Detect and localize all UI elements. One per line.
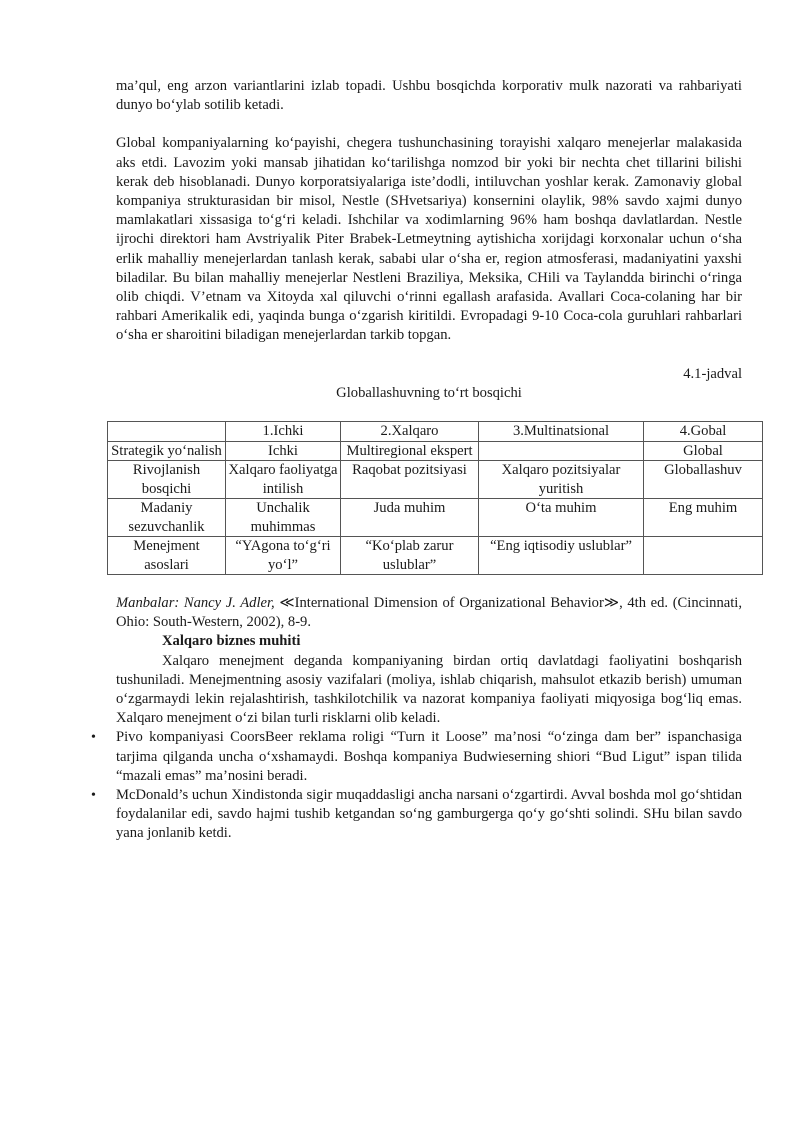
table-cell: Unchalik muhimmas bbox=[226, 499, 341, 537]
table-number: 4.1-jadval bbox=[683, 365, 742, 382]
row-label-cell: Strategik yo‘nalish bbox=[108, 441, 226, 461]
paragraph-global-companies: Global kompaniyalarning ko‘payishi, chegera tushunchasining torayishi xalqaro menejerlar malakasida aks etdi. Lavozim yoki mansab jihatidan ko‘tarilishga nomzod bir yoki bir nechta chet tillarini bilishi kerak deb hisoblanadi. Dunyo korporatsiyalariga iste’dodli, intiluvchan yoshlar kerak. Zamonaviy global kompaniya strukturasidan bir misol, Nestle (SHvetsariya) konsernini olaylik, 98% savdo xajmi dunyo mamlakatlari xissasiga to‘g‘ri keladi. Ishchilar va xodimlarning 96% ham boshqa davlatlardan. Nestle ijrochi direktori ham Avstriyalik Piter Brabek-Letmeytning aytishicha xorijdagi korxonalar uchun o‘sha erlik mahalliy menejerlardan tanlash kerak, sababi ular o‘sha er, region atmosferasi, madaniyatini yaxshi biladilar. Bu bilan mahalliy menejerlar Nestleni Braziliya, Meksika, CHili va Taylandda birinchi o‘ringa olib chiqdi. V’etnam va Xitoyda xal qiluvchi o‘rinni egallash arafasida. Avallari Coca-colaning har bir rahbari Amerikalik edi, yaqinda bunga o‘zgarish kiritildi. Evropadagi 9-10 Coca-cola guruhlari rahbarlari o‘sha er sharoitini biladigan menejerlardan tarkib topgan. bbox=[116, 135, 742, 344]
table-cell: Eng muhim bbox=[644, 499, 763, 537]
source-text: ≪International Dimension of Organizational Behavior≫, 4th ed. (Cincinnati, Ohio: South-Western, 2002), 8-9. bbox=[116, 595, 743, 631]
table-title: Globallashuvning to‘rt bosqichi bbox=[336, 384, 522, 401]
bullet-list bbox=[91, 728, 742, 843]
table-row bbox=[108, 441, 763, 461]
bullet-icon: • bbox=[91, 788, 96, 804]
table-cell bbox=[644, 537, 763, 575]
table-cell: Ichki bbox=[226, 441, 341, 461]
row-label-cell: Menejment asoslari bbox=[108, 537, 226, 575]
row-label-cell: Madaniy sezuvchanlik bbox=[108, 499, 226, 537]
table-header-row bbox=[108, 422, 763, 442]
table-cell: “YAgona to‘g‘ri yo‘l” bbox=[226, 537, 341, 575]
table-row bbox=[108, 499, 763, 537]
paragraph-intro: ma’qul, eng arzon variantlarini izlab topadi. Ushbu bosqichda korporativ mulk nazorati va rahbariyati dunyo bo‘ylab sotilib ketadi. bbox=[116, 78, 742, 114]
list-item bbox=[91, 728, 742, 786]
bullet-icon: • bbox=[91, 730, 96, 746]
table-row bbox=[108, 537, 763, 575]
source-label: Manbalar: Nancy J. Adler, bbox=[116, 595, 275, 612]
table-header-cell: 1.Ichki bbox=[226, 422, 341, 442]
table-cell: Globallashuv bbox=[644, 461, 763, 499]
list-item bbox=[91, 786, 742, 844]
table-cell: Xalqaro faoliyatga intilish bbox=[226, 461, 341, 499]
table-cell: Raqobat pozitsiyasi bbox=[341, 461, 479, 499]
table-cell: Multiregional ekspert bbox=[341, 441, 479, 461]
table-row bbox=[108, 461, 763, 499]
globalization-stages-table bbox=[107, 421, 763, 575]
document-page bbox=[91, 77, 743, 844]
section-heading: Xalqaro biznes muhiti bbox=[162, 633, 301, 650]
table-header-cell: 3.Multinatsional bbox=[479, 422, 644, 442]
table-cell bbox=[479, 441, 644, 461]
table-header-cell bbox=[108, 422, 226, 442]
list-item-text: Pivo kompaniyasi CoorsBeer reklama roligi “Turn it Loose” ma’nosi “o‘zinga dam ber” ispanchasiga tarjima qilganda uncha o‘xshamaydi. Boshqa kompaniya Budwieserning shiori “Bud Ligut” ispan tilida “mazali emas” ma’nosini beradi. bbox=[116, 729, 742, 784]
section-paragraph: Xalqaro menejment deganda kompaniyaning birdan ortiq davlatdagi faoliyatini boshqarish tushuniladi. Menejmentning asosiy vazifalari (moliya, ishlab chiqarish, mahsulot etkazib berish) umuman o‘zgarmaydi lekin rejalashtirish, tashkilotchilik va nazorat kompaniya faoliyati miqyosiga bog‘liq emas. Xalqaro menejment o‘zi bilan turli risklarni olib keladi. bbox=[116, 652, 742, 727]
table-cell: O‘ta muhim bbox=[479, 499, 644, 537]
table-cell: Xalqaro pozitsiyalar yuritish bbox=[479, 461, 644, 499]
table-header-cell: 2.Xalqaro bbox=[341, 422, 479, 442]
source-citation bbox=[116, 594, 742, 632]
row-label-cell: Rivojlanish bosqichi bbox=[108, 461, 226, 499]
table-header-cell: 4.Gobal bbox=[644, 422, 763, 442]
list-item-text: McDonald’s uchun Xindistonda sigir muqaddasligi ancha narsani o‘zgartirdi. Avval boshda mol go‘shtidan foydalanilar edi, savdo hajmi tushib ketgandan so‘ng gamburgerga qo‘y go‘shti solindi. SHu bilan savdo yana jonlanib ketdi. bbox=[116, 787, 742, 842]
table-cell: “Ko‘plab zarur uslublar” bbox=[341, 537, 479, 575]
table-cell: Global bbox=[644, 441, 763, 461]
table-cell: “Eng iqtisodiy uslublar” bbox=[479, 537, 644, 575]
table-cell: Juda muhim bbox=[341, 499, 479, 537]
